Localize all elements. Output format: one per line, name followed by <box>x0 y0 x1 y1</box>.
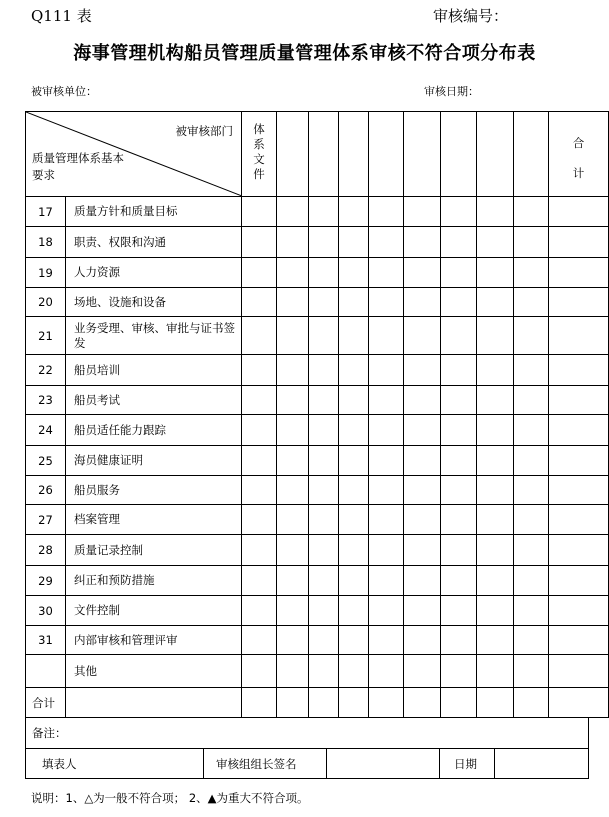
tally-cell[interactable] <box>309 655 339 688</box>
table-row <box>26 386 609 415</box>
tally-cell[interactable] <box>477 566 514 596</box>
requirement-item: 其他 <box>66 655 242 688</box>
date-field[interactable] <box>495 749 589 779</box>
tally-cell[interactable] <box>339 566 369 596</box>
tally-cell[interactable] <box>242 227 277 258</box>
row-number: 17 <box>26 197 66 227</box>
tally-cell[interactable] <box>242 566 277 596</box>
requirement-item: 船员适任能力跟踪 <box>66 415 242 446</box>
tally-cell[interactable] <box>277 505 309 535</box>
requirement-item: 文件控制 <box>66 596 242 626</box>
tally-cell[interactable] <box>514 415 549 446</box>
tally-cell[interactable] <box>242 535 277 566</box>
tally-cell[interactable] <box>441 288 477 317</box>
tally-cell[interactable] <box>277 446 309 476</box>
tally-cell[interactable] <box>477 446 514 476</box>
tally-cell[interactable] <box>441 197 477 227</box>
tally-cell[interactable] <box>477 535 514 566</box>
tally-cell[interactable] <box>277 415 309 446</box>
tally-cell[interactable] <box>277 227 309 258</box>
requirement-item: 船员培训 <box>66 355 242 386</box>
tally-cell[interactable] <box>277 535 309 566</box>
table-row <box>26 566 609 596</box>
tally-cell[interactable] <box>242 626 277 655</box>
requirement-item: 质量方针和质量目标 <box>66 197 242 227</box>
tally-cell[interactable] <box>514 386 549 415</box>
tally-cell[interactable] <box>277 626 309 655</box>
tally-cell[interactable] <box>369 505 404 535</box>
tally-cell[interactable] <box>404 415 441 446</box>
tally-cell[interactable] <box>441 355 477 386</box>
tally-cell[interactable] <box>277 197 309 227</box>
row-number: 25 <box>26 446 66 476</box>
tally-cell[interactable] <box>339 535 369 566</box>
tally-cell[interactable] <box>441 386 477 415</box>
tally-cell[interactable] <box>369 288 404 317</box>
audited-unit-label: 被审核单位： <box>31 85 97 98</box>
tally-cell[interactable] <box>404 505 441 535</box>
nonconformity-table <box>25 111 609 718</box>
tally-cell[interactable] <box>369 197 404 227</box>
total-row-blank <box>66 688 242 718</box>
tally-cell[interactable] <box>369 655 404 688</box>
tally-cell[interactable] <box>549 446 609 476</box>
tally-cell[interactable] <box>242 258 277 288</box>
total-cell[interactable] <box>441 688 477 718</box>
tally-cell[interactable] <box>369 446 404 476</box>
row-number <box>26 655 66 688</box>
tally-cell[interactable] <box>404 288 441 317</box>
tally-cell[interactable] <box>514 317 549 355</box>
tally-cell[interactable] <box>441 566 477 596</box>
tally-cell[interactable] <box>477 288 514 317</box>
table-row <box>26 317 609 355</box>
system-document-label: 体 系 文 件 <box>253 122 265 181</box>
tally-cell[interactable] <box>309 626 339 655</box>
tally-cell[interactable] <box>339 655 369 688</box>
tally-cell[interactable] <box>549 415 609 446</box>
audit-number-label: 审核编号： <box>433 7 509 25</box>
tally-cell[interactable] <box>549 227 609 258</box>
tally-cell[interactable] <box>277 566 309 596</box>
tally-cell[interactable] <box>404 227 441 258</box>
table-header-row <box>26 112 609 197</box>
total-cell[interactable] <box>477 688 514 718</box>
signature-row <box>26 749 589 779</box>
table-row <box>26 476 609 505</box>
tally-cell[interactable] <box>477 655 514 688</box>
tally-cell[interactable] <box>339 626 369 655</box>
tally-cell[interactable] <box>339 197 369 227</box>
row-number: 26 <box>26 476 66 505</box>
tally-cell[interactable] <box>339 227 369 258</box>
total-cell[interactable] <box>309 688 339 718</box>
tally-cell[interactable] <box>309 505 339 535</box>
dept-column-cell[interactable] <box>477 112 514 197</box>
tally-cell[interactable] <box>339 505 369 535</box>
total-cell[interactable] <box>549 688 609 718</box>
tally-cell[interactable] <box>309 386 339 415</box>
table-row <box>26 626 609 655</box>
tally-cell[interactable] <box>369 227 404 258</box>
tally-cell[interactable] <box>549 655 609 688</box>
tally-cell[interactable] <box>514 655 549 688</box>
tally-cell[interactable] <box>277 317 309 355</box>
tally-cell[interactable] <box>277 258 309 288</box>
tally-cell[interactable] <box>369 566 404 596</box>
tally-cell[interactable] <box>339 596 369 626</box>
tally-cell[interactable] <box>477 258 514 288</box>
dept-column-cell[interactable] <box>514 112 549 197</box>
tally-cell[interactable] <box>309 317 339 355</box>
tally-cell[interactable] <box>549 535 609 566</box>
tally-cell[interactable] <box>514 446 549 476</box>
tally-cell[interactable] <box>339 476 369 505</box>
dept-column-cell[interactable] <box>339 112 369 197</box>
requirement-item: 纠正和预防措施 <box>66 566 242 596</box>
table-row <box>26 655 609 688</box>
tally-cell[interactable] <box>441 476 477 505</box>
tally-cell[interactable] <box>369 355 404 386</box>
tally-cell[interactable] <box>549 288 609 317</box>
tally-cell[interactable] <box>369 386 404 415</box>
tally-cell[interactable] <box>404 596 441 626</box>
table-row <box>26 288 609 317</box>
tally-cell[interactable] <box>242 317 277 355</box>
requirement-item: 职责、权限和沟通 <box>66 227 242 258</box>
total-row-label: 合计 <box>26 688 66 718</box>
total-column-header <box>549 112 609 197</box>
total-cell[interactable] <box>369 688 404 718</box>
tally-cell[interactable] <box>309 227 339 258</box>
tally-cell[interactable] <box>339 288 369 317</box>
total-column-label: 合 计 <box>572 136 585 180</box>
tally-cell[interactable] <box>277 288 309 317</box>
tally-cell[interactable] <box>242 596 277 626</box>
table-row <box>26 505 609 535</box>
tally-cell[interactable] <box>309 596 339 626</box>
tally-cell[interactable] <box>277 386 309 415</box>
tally-cell[interactable] <box>404 535 441 566</box>
leader-sign-field[interactable] <box>327 749 440 779</box>
tally-cell[interactable] <box>242 415 277 446</box>
dept-column-cell[interactable] <box>277 112 309 197</box>
tally-cell[interactable] <box>441 596 477 626</box>
row-number: 29 <box>26 566 66 596</box>
tally-cell[interactable] <box>549 626 609 655</box>
row-number: 31 <box>26 626 66 655</box>
tally-cell[interactable] <box>514 197 549 227</box>
row-number: 20 <box>26 288 66 317</box>
tally-cell[interactable] <box>404 655 441 688</box>
tally-cell[interactable] <box>477 197 514 227</box>
tally-cell[interactable] <box>404 476 441 505</box>
tally-cell[interactable] <box>514 288 549 317</box>
table-row <box>26 355 609 386</box>
tally-cell[interactable] <box>441 258 477 288</box>
tally-cell[interactable] <box>549 476 609 505</box>
tally-cell[interactable] <box>441 446 477 476</box>
filler-label: 填表人 <box>42 756 77 771</box>
row-number: 28 <box>26 535 66 566</box>
requirement-item: 船员服务 <box>66 476 242 505</box>
total-cell[interactable] <box>514 688 549 718</box>
tally-cell[interactable] <box>514 596 549 626</box>
table-row <box>26 197 609 227</box>
tally-cell[interactable] <box>369 258 404 288</box>
tally-cell[interactable] <box>441 415 477 446</box>
requirement-item: 海员健康证明 <box>66 446 242 476</box>
tally-cell[interactable] <box>514 258 549 288</box>
tally-cell[interactable] <box>477 386 514 415</box>
tally-cell[interactable] <box>277 596 309 626</box>
page-title: 海事管理机构船员管理质量管理体系审核不符合项分布表 <box>73 43 536 64</box>
tally-cell[interactable] <box>441 626 477 655</box>
tally-cell[interactable] <box>404 386 441 415</box>
requirement-item: 人力资源 <box>66 258 242 288</box>
row-number: 22 <box>26 355 66 386</box>
tally-cell[interactable] <box>404 355 441 386</box>
tally-cell[interactable] <box>477 596 514 626</box>
total-cell[interactable] <box>242 688 277 718</box>
tally-cell[interactable] <box>549 317 609 355</box>
tally-cell[interactable] <box>549 566 609 596</box>
tally-cell[interactable] <box>369 596 404 626</box>
tally-cell[interactable] <box>309 355 339 386</box>
table-row <box>26 596 609 626</box>
filler-cell[interactable] <box>26 749 204 779</box>
tally-cell[interactable] <box>404 317 441 355</box>
dept-column-cell[interactable] <box>404 112 441 197</box>
total-cell[interactable] <box>277 688 309 718</box>
leader-sign-label: 审核组组长签名 <box>216 756 297 771</box>
tally-cell[interactable] <box>477 355 514 386</box>
tally-cell[interactable] <box>242 197 277 227</box>
remarks-row <box>26 718 589 749</box>
tally-cell[interactable] <box>477 505 514 535</box>
row-number: 18 <box>26 227 66 258</box>
system-document-header <box>242 112 277 197</box>
tally-cell[interactable] <box>549 197 609 227</box>
row-number: 21 <box>26 317 66 355</box>
requirement-item: 质量记录控制 <box>66 535 242 566</box>
corner-header-cell <box>26 112 242 197</box>
tally-cell[interactable] <box>441 505 477 535</box>
tally-cell[interactable] <box>309 288 339 317</box>
tally-cell[interactable] <box>339 258 369 288</box>
remarks-label: 备注： <box>32 726 67 740</box>
requirement-item: 内部审核和管理评审 <box>66 626 242 655</box>
row-number: 19 <box>26 258 66 288</box>
dept-column-cell[interactable] <box>309 112 339 197</box>
tally-cell[interactable] <box>242 355 277 386</box>
tally-cell[interactable] <box>339 317 369 355</box>
tally-cell[interactable] <box>277 655 309 688</box>
tally-cell[interactable] <box>404 258 441 288</box>
tally-cell[interactable] <box>514 505 549 535</box>
tally-cell[interactable] <box>309 415 339 446</box>
tally-cell[interactable] <box>242 655 277 688</box>
tally-cell[interactable] <box>309 476 339 505</box>
tally-cell[interactable] <box>441 655 477 688</box>
tally-cell[interactable] <box>441 227 477 258</box>
total-row <box>26 688 609 718</box>
tally-cell[interactable] <box>277 476 309 505</box>
row-number: 24 <box>26 415 66 446</box>
requirement-item: 档案管理 <box>66 505 242 535</box>
tally-cell[interactable] <box>309 446 339 476</box>
tally-cell[interactable] <box>404 446 441 476</box>
tally-cell[interactable] <box>514 535 549 566</box>
tally-cell[interactable] <box>549 505 609 535</box>
table-row <box>26 535 609 566</box>
total-cell[interactable] <box>404 688 441 718</box>
tally-cell[interactable] <box>514 566 549 596</box>
row-number: 23 <box>26 386 66 415</box>
audited-department-label: 被审核部门 <box>175 124 233 138</box>
tally-cell[interactable] <box>339 446 369 476</box>
date-cell <box>440 749 495 779</box>
tally-cell[interactable] <box>549 386 609 415</box>
tally-cell[interactable] <box>477 415 514 446</box>
requirement-item: 业务受理、审核、审批与证书签发 <box>66 317 242 355</box>
tally-cell[interactable] <box>549 355 609 386</box>
dept-column-cell[interactable] <box>369 112 404 197</box>
tally-cell[interactable] <box>477 227 514 258</box>
tally-cell[interactable] <box>514 626 549 655</box>
tally-cell[interactable] <box>309 258 339 288</box>
date-label: 日期 <box>454 756 477 771</box>
table-row <box>26 446 609 476</box>
tally-cell[interactable] <box>441 535 477 566</box>
tally-cell[interactable] <box>242 446 277 476</box>
tally-cell[interactable] <box>404 566 441 596</box>
requirement-item: 船员考试 <box>66 386 242 415</box>
tally-cell[interactable] <box>242 476 277 505</box>
table-row <box>26 227 609 258</box>
tally-cell[interactable] <box>369 317 404 355</box>
tally-cell[interactable] <box>514 227 549 258</box>
form-code: Q111 表 <box>31 7 92 25</box>
table-row <box>26 258 609 288</box>
qms-requirements-label: 质量管理体系基本要求 <box>32 151 124 182</box>
tally-cell[interactable] <box>549 258 609 288</box>
tally-cell[interactable] <box>309 197 339 227</box>
row-number: 30 <box>26 596 66 626</box>
tally-cell[interactable] <box>477 476 514 505</box>
tally-cell[interactable] <box>404 626 441 655</box>
tally-cell[interactable] <box>514 476 549 505</box>
tally-cell[interactable] <box>242 505 277 535</box>
row-number: 27 <box>26 505 66 535</box>
tally-cell[interactable] <box>369 415 404 446</box>
tally-cell[interactable] <box>339 355 369 386</box>
total-cell[interactable] <box>339 688 369 718</box>
audit-date-label: 审核日期： <box>424 85 479 98</box>
leader-sign-cell <box>204 749 327 779</box>
legend-note: 说明：1、△为一般不符合项； 2、▲为重大不符合项。 <box>31 791 309 805</box>
tally-cell[interactable] <box>369 476 404 505</box>
tally-cell[interactable] <box>369 626 404 655</box>
tally-cell[interactable] <box>477 317 514 355</box>
remarks-cell[interactable] <box>26 718 589 749</box>
tally-cell[interactable] <box>242 386 277 415</box>
tally-cell[interactable] <box>514 355 549 386</box>
tally-cell[interactable] <box>339 415 369 446</box>
tally-cell[interactable] <box>309 566 339 596</box>
tally-cell[interactable] <box>404 197 441 227</box>
tally-cell[interactable] <box>549 596 609 626</box>
table-row <box>26 415 609 446</box>
tally-cell[interactable] <box>277 355 309 386</box>
tally-cell[interactable] <box>477 626 514 655</box>
tally-cell[interactable] <box>309 535 339 566</box>
tally-cell[interactable] <box>441 317 477 355</box>
tally-cell[interactable] <box>242 288 277 317</box>
requirement-item: 场地、设施和设备 <box>66 288 242 317</box>
tally-cell[interactable] <box>339 386 369 415</box>
footer-table <box>25 717 589 779</box>
tally-cell[interactable] <box>369 535 404 566</box>
dept-column-cell[interactable] <box>441 112 477 197</box>
